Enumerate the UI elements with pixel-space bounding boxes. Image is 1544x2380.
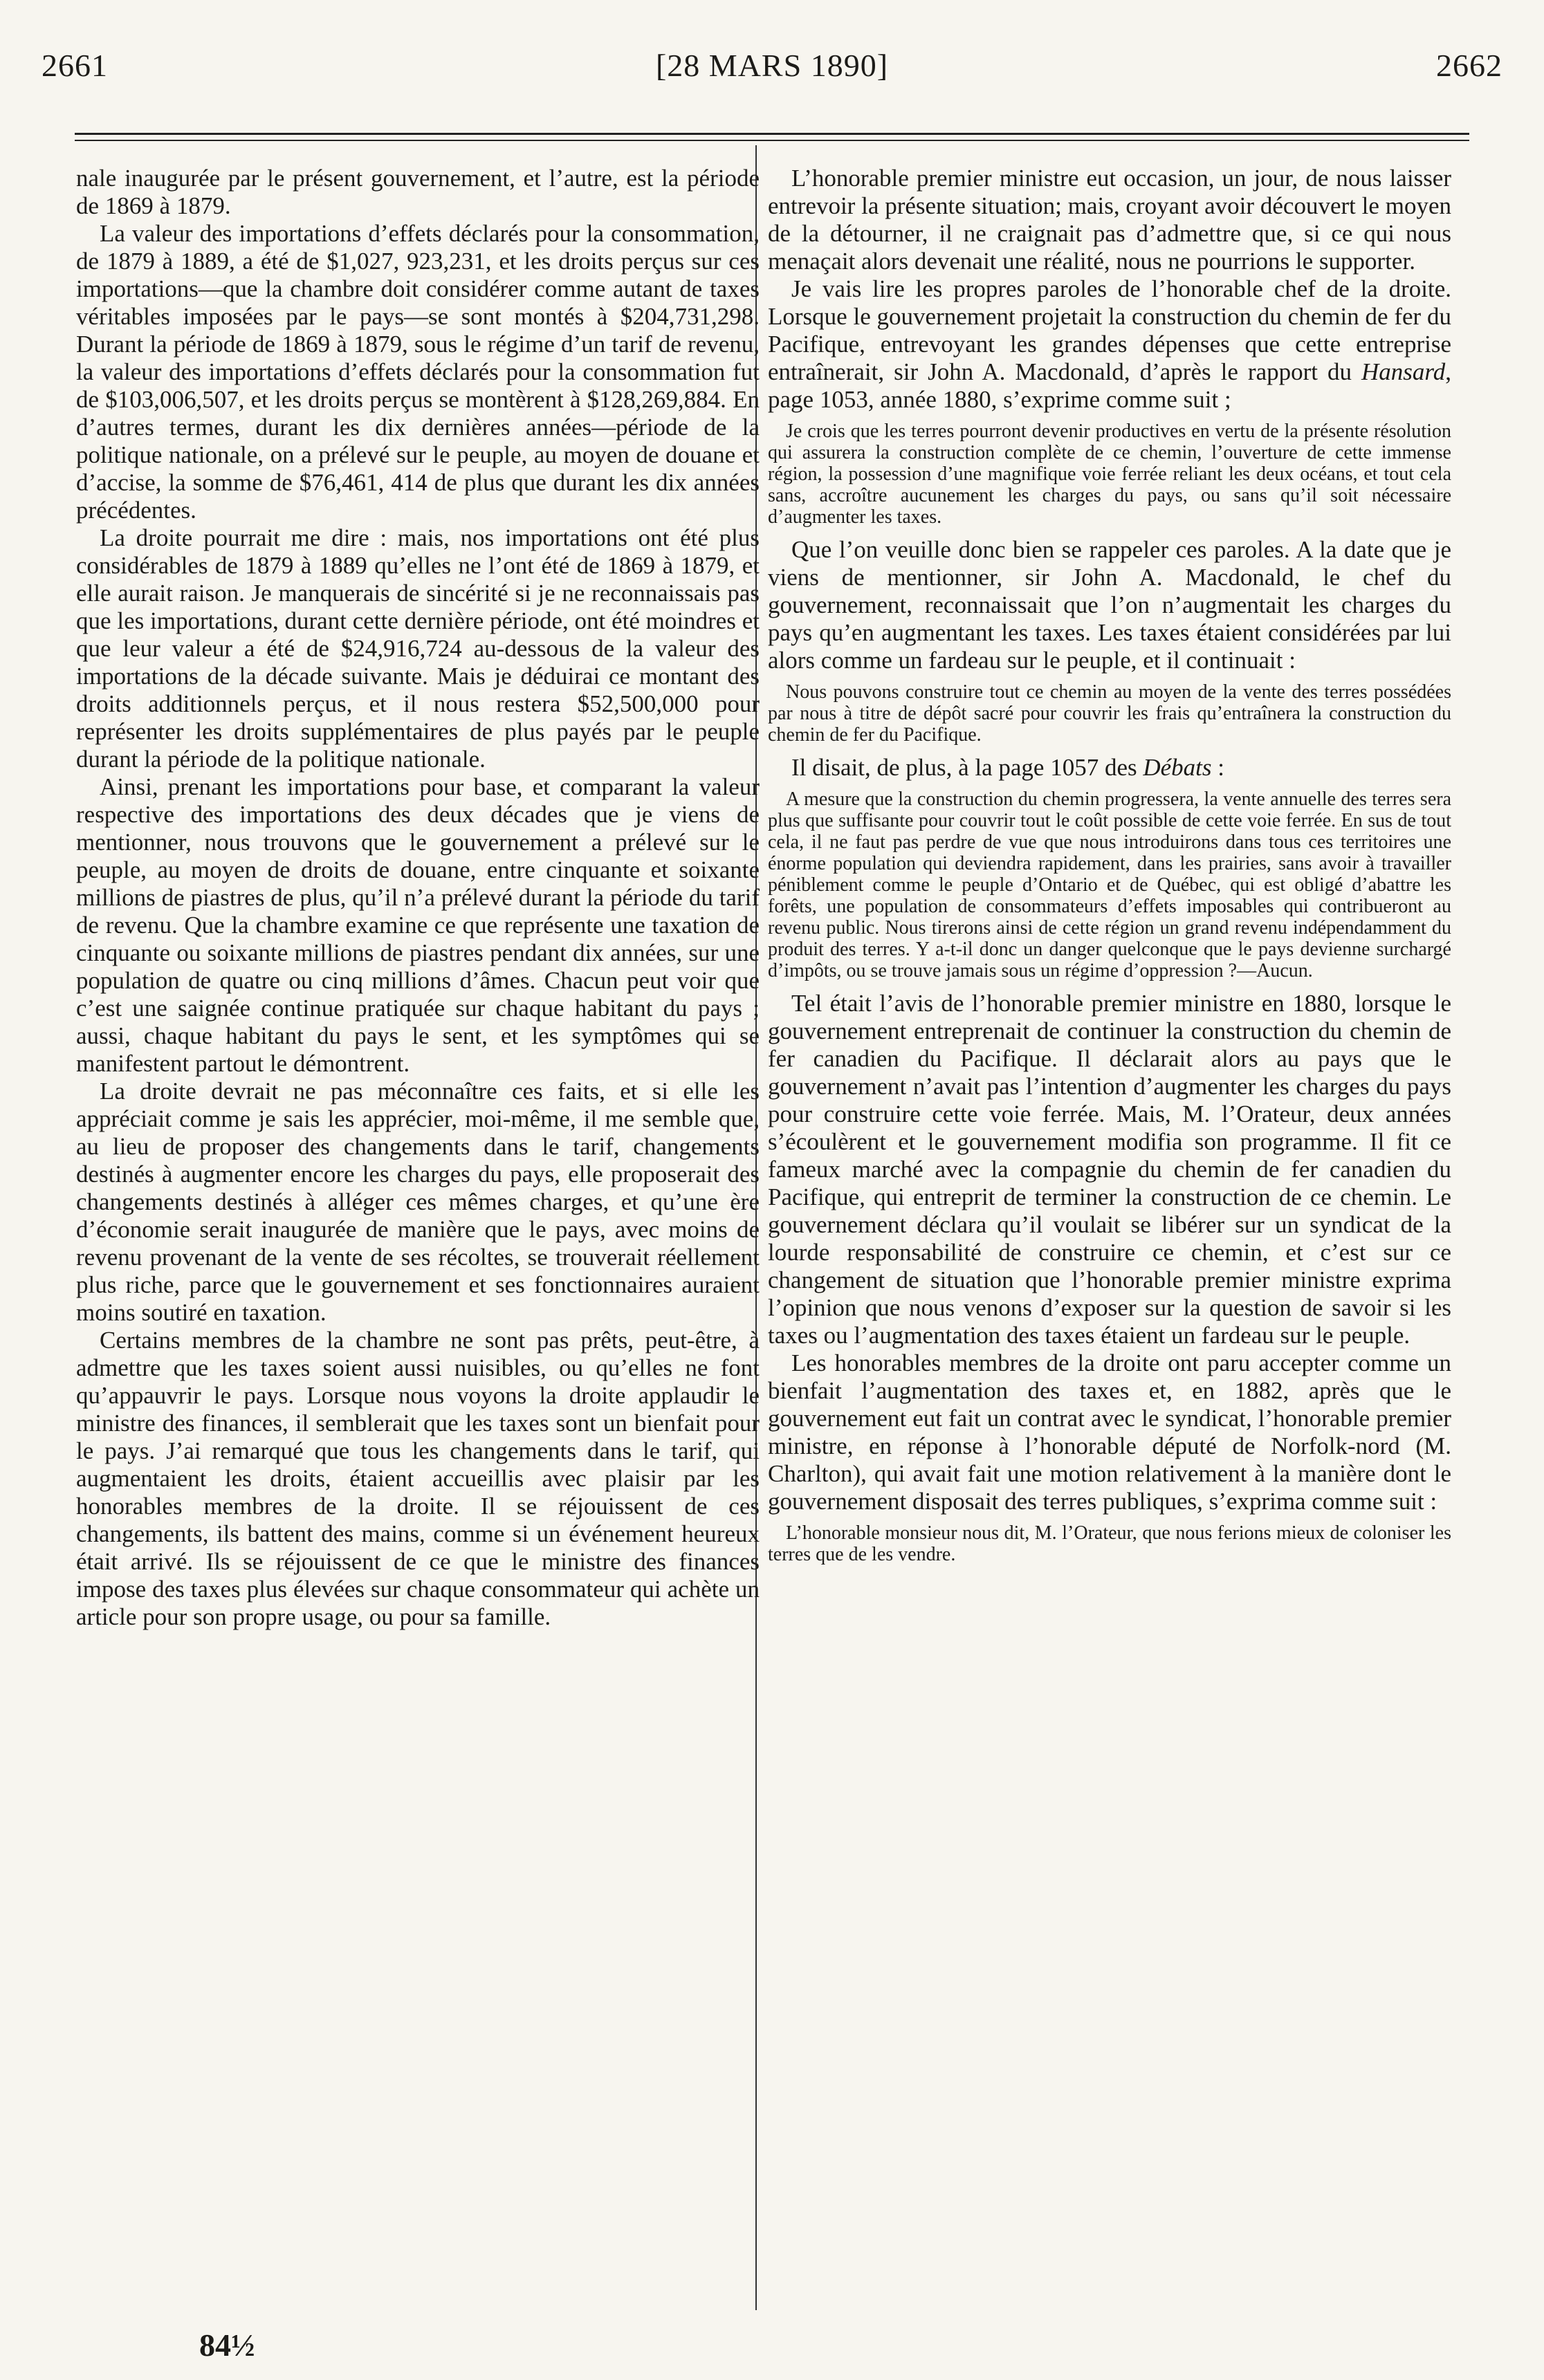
right-page-number: 2662 bbox=[1436, 48, 1502, 83]
paragraph: Les honorables membres de la droite ont paru accepter comme un bienfait l’augmentation des taxes et, en 1882, après que le gouvernement eut fait un contrat avec le syndicat, l’honorable premier ministre, en réponse à l’honorable député de Norfolk-nord (M. Charlton), qui avait fait une motion relativement à la manière dont le gouvernement disposait des terres publiques, s’exprima comme suit : bbox=[768, 1349, 1451, 1515]
text-run: , page 1053, année 1880, s’exprime comme suit ; bbox=[768, 358, 1451, 413]
text-run: Je vais lire les propres paroles de l’honorable chef de la droite. Lorsque le gouvernement projetait la construction du chemin de fer du Pacifique, entrevoyant les grandes dépenses que cette entreprise entraînerait, sir John A. Macdonald, d’après le rapport du bbox=[768, 275, 1451, 385]
signature-mark: 84½ bbox=[199, 2327, 255, 2363]
debats-title: Débats bbox=[1143, 754, 1212, 781]
block-quote: L’honorable monsieur nous dit, M. l’Orateur, que nous ferions mieux de coloniser les terres que de les vendre. bbox=[768, 1522, 1451, 1565]
block-quote: Je crois que les terres pourront devenir productives en vertu de la présente résolution qui assurera la construction complète de ce chemin, l’ouverture de cette immense région, la possession d’une magnifique voie ferrée reliant les deux océans, et tout cela sans, accroître aucunement les charges du pays, ou sans qu’il soit nécessaire d’augmenter les taxes. bbox=[768, 421, 1451, 528]
block-quote: Nous pouvons construire tout ce chemin au moyen de la vente des terres possédées par nous à titre de dépôt sacré pour couvrir les frais qu’entraînera la construction du chemin de fer du Pacifique. bbox=[768, 681, 1451, 746]
paragraph: Que l’on veuille donc bien se rappeler ces paroles. A la date que je viens de mentionner, sir John A. Macdonald, le chef du gouvernement, reconnaissait que l’on n’augmentait les charges du pays qu’en augmentant les taxes. Les taxes étaient considérées par lui alors comme un fardeau sur le peuple, et il continuait : bbox=[768, 536, 1451, 674]
paragraph: Tel était l’avis de l’honorable premier ministre en 1880, lorsque le gouvernement entreprenait de continuer la construction du chemin de fer canadien du Pacifique. Il déclarait alors au pays que le gouvernement n’avait pas l’intention d’augmenter les charges du pays pour construire cette voie ferrée. Mais, M. l’Orateur, deux années s’écoulèrent et le gouvernement modifia son programme. Il fit ce fameux marché avec la compagnie du chemin de fer canadien du Pacifique, qui entreprit de terminer la construction de ce chemin. Le gouvernement déclara qu’il voulait se libérer sur un syndicat de la lourde responsabilité de construire ce chemin, et c’est sur ce changement de situation que l’honorable premier ministre exprima l’opinion que nous venons d’exposer sur la question de savoir si les taxes ou l’augmentation des taxes étaient un fardeau sur le peuple. bbox=[768, 990, 1451, 1349]
left-column bbox=[76, 165, 760, 2302]
text-run: Il disait, de plus, à la page 1057 des bbox=[791, 754, 1143, 781]
paragraph: La valeur des importations d’effets déclarés pour la consommation, de 1879 à 1889, a été de $1,027, 923,231, et les droits perçus sur ces importations—que la chambre doit considérer comme autant de taxes véritables imposées par le pays—se sont montés à $204,731,298. Durant la période de 1869 à 1879, sous le régime d’un tarif de revenu, la valeur des importations d’effets déclarés pour la consommation fut de $103,006,507, et les droits perçus se montèrent à $128,269,884. En d’autres termes, durant les dix dernières années—période de la politique nationale, on a prélevé sur le peuple, au moyen de douane et d’accise, la somme de $76,461, 414 de plus que durant les dix années précédentes. bbox=[76, 220, 760, 524]
paragraph: La droite devrait ne pas méconnaître ces faits, et si elle les appréciait comme je sais les apprécier, moi-même, il me semble que, au lieu de proposer des changements dans le tarif, changements destinés à augmenter encore les charges du pays, elle proposerait des changements destinés à alléger ces mêmes charges, et qu’une ère d’économie serait inaugurée de manière que le pays, avec moins de revenu provenant de la vente de ses récoltes, se trouverait réellement plus riche, parce que le gouvernement et ses fonctionnaires auraient moins soutiré en taxation. bbox=[76, 1078, 760, 1326]
header-date: [28 MARS 1890] bbox=[655, 48, 889, 83]
paragraph: nale inaugurée par le présent gouvernement, et l’autre, est la période de 1869 à 1879. bbox=[76, 165, 760, 219]
block-quote: A mesure que la construction du chemin progressera, la vente annuelle des terres sera plus que suffisante pour couvrir tout le coût possible de cette voie ferrée. En sus de tout cela, il ne faut pas perdre de vue que nous introduirons dans tous ces territoires une énorme population qui deviendra rapidement, dans les prairies, sans avoir à travailler péniblement comme le peuple d’Ontario et de Québec, qui est obligé d’abattre les forêts, une population de consommateurs d’effets imposables qui contribueront au revenu public. Nous tirerons ainsi de cette région un grand revenu indépendamment du produit des terres. Y a-t-il donc un danger quelconque que le pays devienne surchargé d’impôts, ou se trouve jamais sous un régime d’oppression ?—Aucun. bbox=[768, 788, 1451, 981]
hansard-title: Hansard bbox=[1361, 358, 1446, 385]
paragraph bbox=[768, 754, 1451, 782]
paragraph: Ainsi, prenant les importations pour base, et comparant la valeur respective des importations des deux décades que je viens de mentionner, nous trouvons que le gouvernement a prélevé sur le peuple, au moyen de droits de douane, entre cinquante et soixante millions de piastres de plus, qu’il n’a prélevé durant la période du tarif de revenu. Que la chambre examine ce que représente une taxation de cinquante ou soixante millions de piastres pendant dix années, sur une population de quatre ou cinq millions d’âmes. Chacun peut voir que c’est une saignée continue pratiquée sur chaque habitant du pays ; aussi, chaque habitant du pays le sent, et les symptômes qui se manifestent partout le démontrent. bbox=[76, 773, 760, 1077]
paragraph: La droite pourrait me dire : mais, nos importations ont été plus considérables de 1879 à 1889 qu’elles ne l’ont été de 1869 à 1879, et elle aurait raison. Je manquerais de sincérité si je ne reconnaissais pas que les importations, durant cette dernière période, ont été moindres et que leur valeur a été de $24,916,724 au-dessous de la valeur des importations de la décade suivante. Mais je déduirai ce montant des droits additionnels perçus, et il nous restera $52,500,000 pour représenter les droits supplémentaires de plus payés par le peuple durant la période de la politique nationale. bbox=[76, 524, 760, 773]
paragraph: L’honorable premier ministre eut occasion, un jour, de nous laisser entrevoir la présente situation; mais, croyant avoir découvert le moyen de la détourner, il ne craignait pas d’admettre que, si ce qui nous menaçait alors devenait une réalité, nous ne pourrions le supporter. bbox=[768, 165, 1451, 275]
paragraph bbox=[768, 275, 1451, 414]
header-rule-bottom bbox=[75, 140, 1469, 141]
right-column bbox=[768, 165, 1451, 2302]
header-rule-top bbox=[75, 133, 1469, 135]
paragraph: Certains membres de la chambre ne sont pas prêts, peut-être, à admettre que les taxes soient aussi nuisibles, ou qu’elles ne font qu’appauvrir le pays. Lorsque nous voyons la droite applaudir le ministre des finances, il semblerait que les taxes sont un bienfait pour le pays. J’ai remarqué que tous les changements dans le tarif, qui augmentaient les droits, étaient accueillis avec plaisir par les honorables membres de la droite. Il se réjouissent de ces changements, ils battent des mains, comme si un événement heureux était arrivé. Ils se réjouissent de ce que le ministre des finances impose des taxes plus élevées sur chaque consommateur qui achète un article pour son propre usage, ou pour sa famille. bbox=[76, 1327, 760, 1630]
text-run: : bbox=[1211, 754, 1224, 781]
left-page-number: 2661 bbox=[42, 48, 108, 83]
page-header bbox=[42, 47, 1502, 89]
